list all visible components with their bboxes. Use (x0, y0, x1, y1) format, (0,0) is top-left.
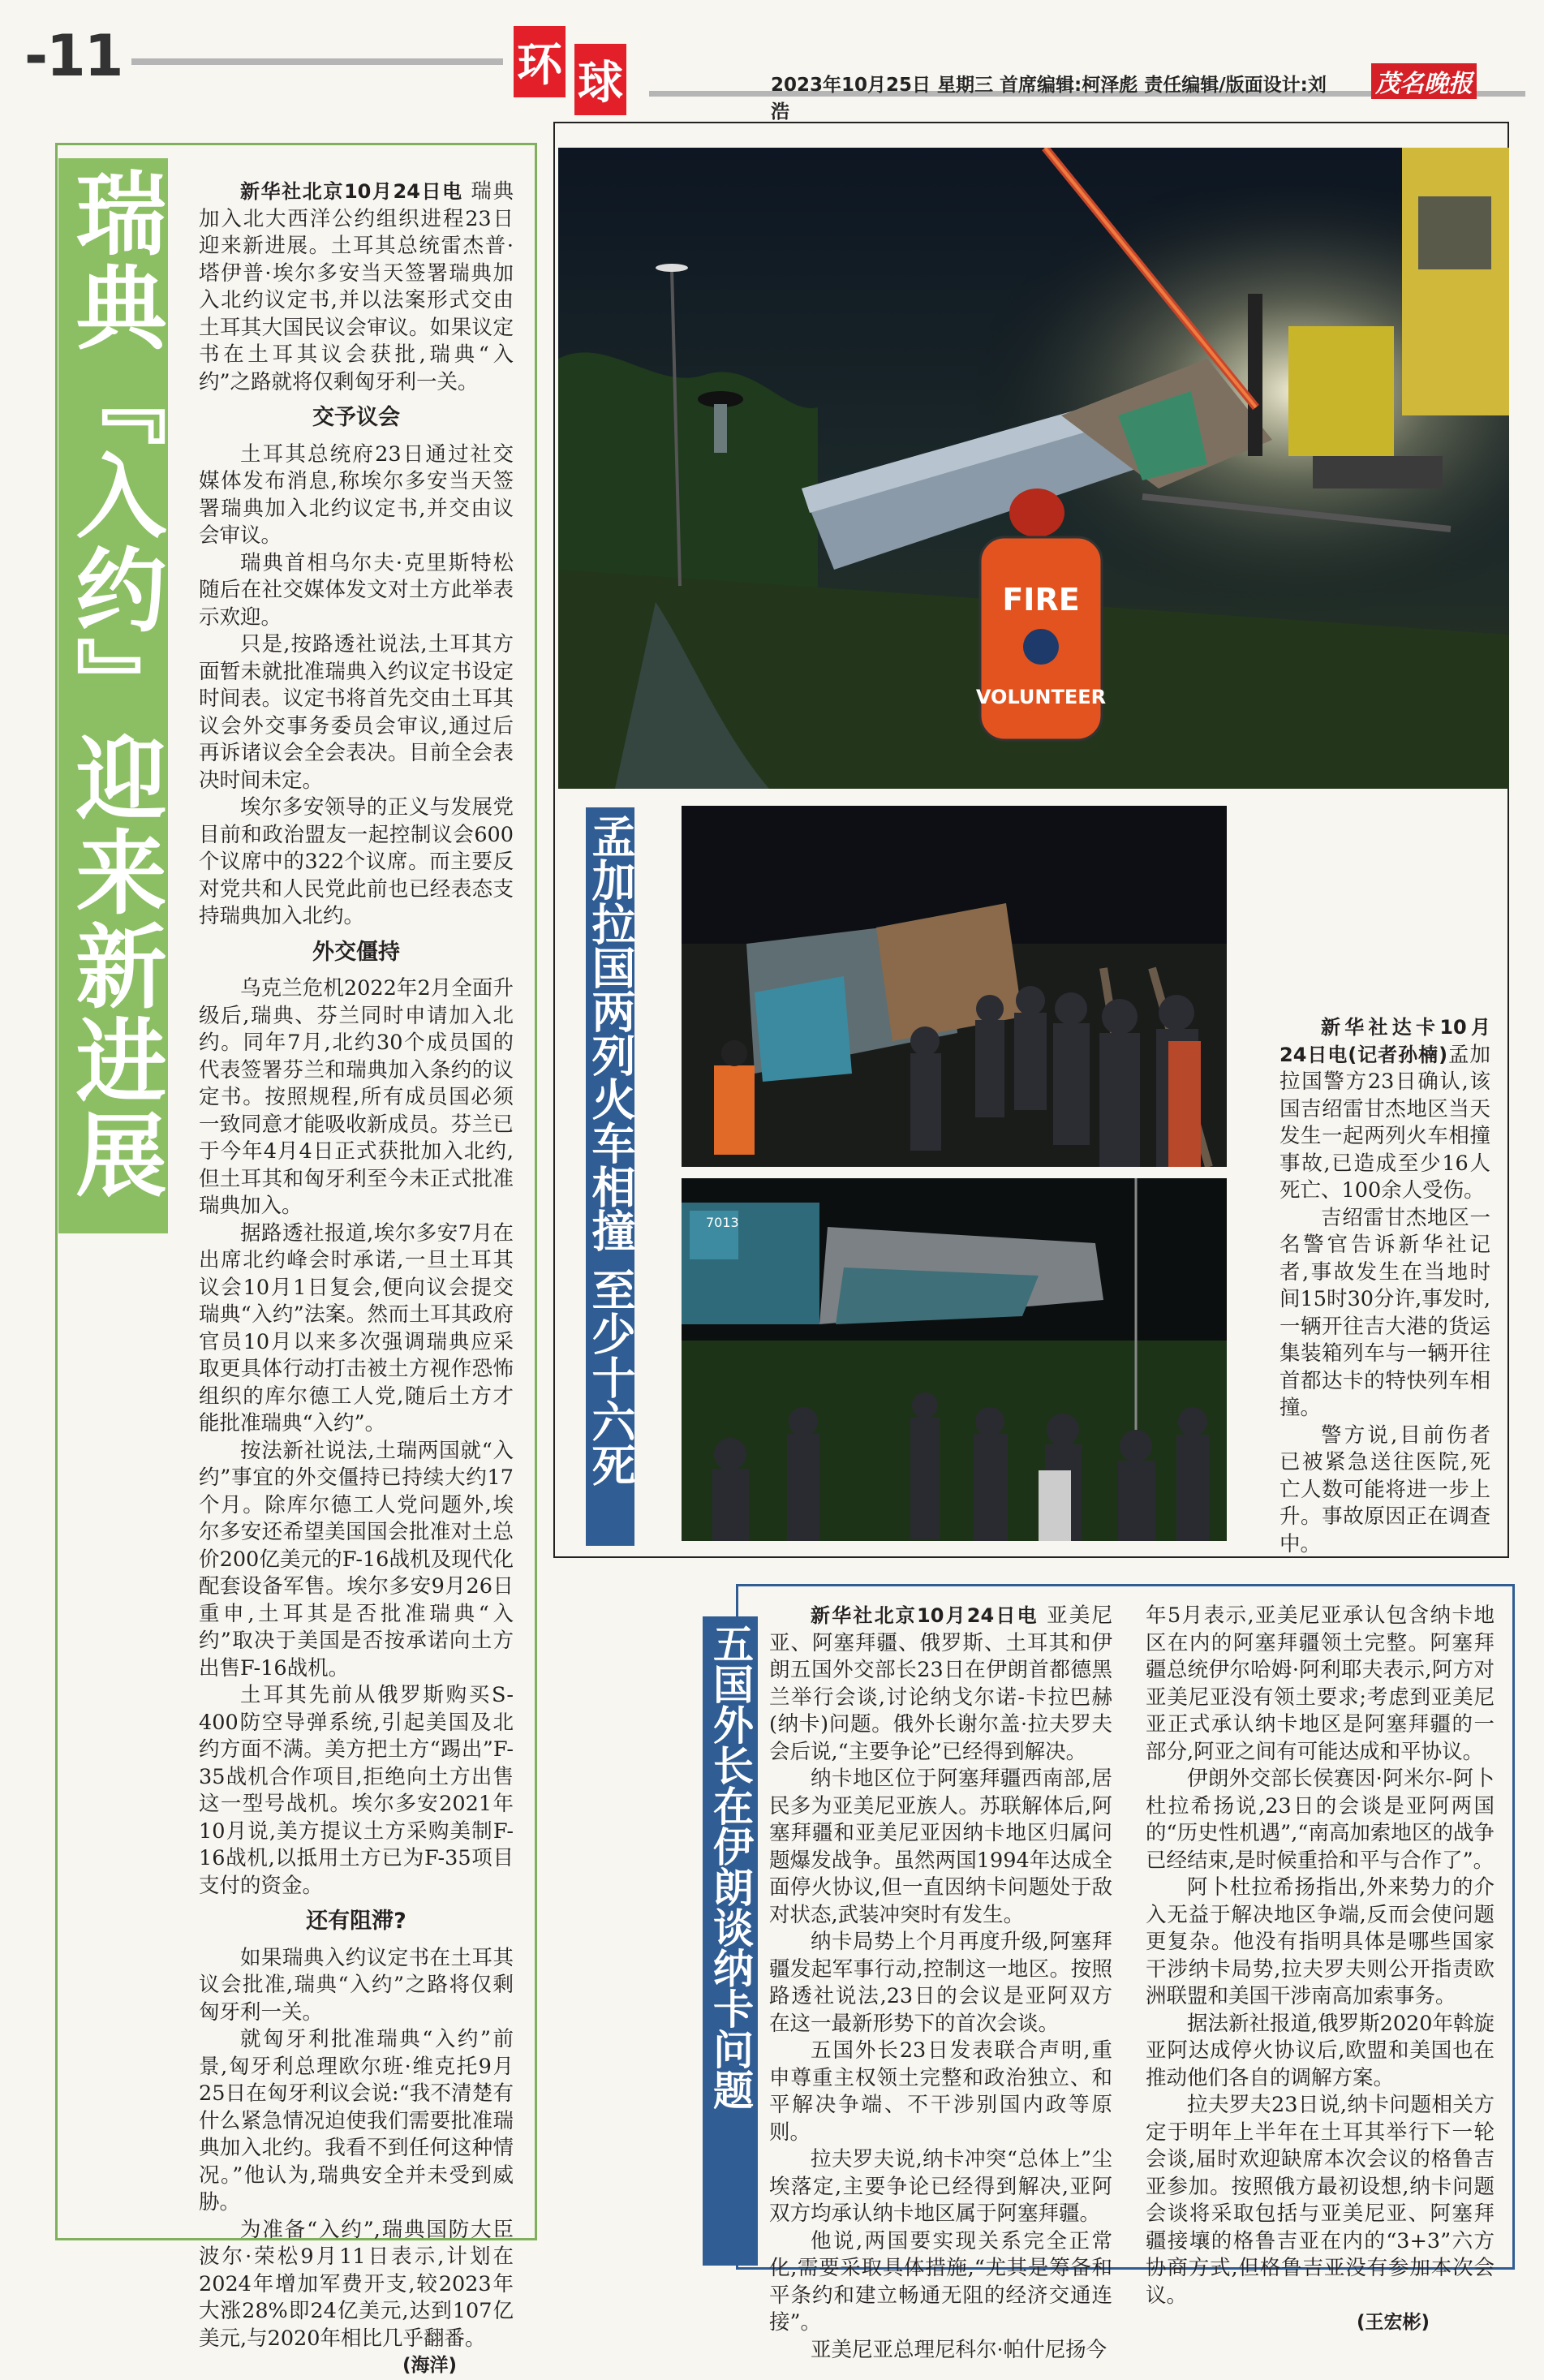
paragraph: 如果瑞典入约议定书在土耳其议会批准,瑞典“入约”之路将仅剩匈牙利一关。 (199, 1945, 514, 2025)
paragraph: 孟加拉国警方23日确认,该国吉绍雷甘杰地区当天发生一起两列火车相撞事故,已造成至少16人死亡、100余人受伤。 (1279, 1042, 1490, 1203)
section-tag-char-2: 球 (574, 44, 626, 115)
paragraph: 乌克兰危机2022年2月全面升级后,瑞典、芬兰同时申请加入北约。同年7月,北约30个成员国的代表签署芬兰和瑞典加入条约的议定书。按照规程,所有成员国必须一致同意才能吸收新成员。芬兰已于今年4月4日正式获批加入北约,但土耳其和匈牙利至今未正式批准瑞典加入。 (199, 976, 514, 1218)
paragraph: 伊朗外交部长侯赛因·阿米尔-阿卜杜拉希扬说,23日的会谈是亚阿两国的“历史性机遇”,“南高加索地区的战争已经结束,是时候重拾和平与合作了”。 (1146, 1767, 1495, 1873)
vest-fire-text: FIRE (1002, 582, 1080, 618)
paragraph: 埃尔多安领导的正义与发展党目前和政治盟友一起控制议会600个议席中的322个议席。而主要反对党共和人民党此前也已经表态支持瑞典加入北约。 (199, 795, 514, 928)
paragraph: 亚美尼亚总理尼科尔·帕什尼扬今 (811, 2337, 1107, 2362)
paragraph: 他说,两国要实现关系完全正常化,需要采取具体措施,“尤其是筹备和平条约和建立畅通无阻的经济交通连接”。 (769, 2228, 1112, 2335)
paragraph: 为准备“入约”,瑞典国防大臣波尔·荣松9月11日表示,计划在2024年增加军费开支,较2023年大涨28%即24亿美元,达到107亿美元,与2020年相比几乎翻番。 (199, 2217, 514, 2351)
main-crash-photo (558, 148, 1509, 789)
train-story-body (1279, 1014, 1490, 1558)
paragraph: 只是,按路透社说法,土耳其方面暂未就批准瑞典入约议定书设定时间表。议定书将首先交由土耳其议会外交事务委员会审议,通过后再诉诸议会全会表决。目前全会表决时间未定。 (199, 632, 514, 793)
crowd-photo-top (682, 806, 1227, 1167)
bottom-story-column-2 (1146, 1603, 1495, 2337)
train-car-number: 7013 (706, 1215, 739, 1230)
vest-volunteer-text: VOLUNTEER (975, 686, 1107, 708)
paragraph: 按法新社说法,土瑞两国就“入约”事宜的外交僵持已持续大约17个月。除库尔德工人党问题外,埃尔多安还希望美国国会批准对土总价200亿美元的F-16战机及现代化配套设备军售。埃尔多安9月26日重申,土耳其是否批准瑞典“入约”取决于美国是否按承诺向土方出售F-16战机。 (199, 1438, 514, 1681)
subhead-2: 外交僵持 (312, 939, 400, 965)
paragraph: 五国外长23日发表联合声明,重申尊重主权领土完整和政治独立、和平解决争端、不干涉别国内政等原则。 (769, 2038, 1112, 2145)
paragraph: 亚美尼亚、阿塞拜疆、俄罗斯、土耳其和伊朗五国外交部长23日在伊朗首都德黑兰举行会谈,讨论纳戈尔诺-卡拉巴赫(纳卡)问题。俄外长谢尔盖·拉夫罗夫会后说,“主要争论”已经得到解决。 (769, 1603, 1112, 1764)
left-story-title: 瑞典『入约』迎来新进展 (58, 158, 168, 1233)
train-story-title: 孟加拉国两列火车相撞 至少十六死 (586, 807, 634, 1546)
paragraph: 据路透社报道,埃尔多安7月在出席北约峰会时承诺,一旦土耳其议会10月1日复会,便向议会提交瑞典“入约”法案。然而土耳其政府官员10月以来多次强调瑞典应采取更具体行动打击被土方视作恐怖组织的库尔德工人党,随后土方才能批准瑞典“入约”。 (199, 1220, 514, 1435)
paragraph: 警方说,目前伤者已被紧急送往医院,死亡人数可能将进一步上升。事故原因正在调查中。 (1279, 1422, 1490, 1556)
train-story-lead: 新华社达卡10月24日电(记者孙楠) (1279, 1016, 1490, 1066)
crowd-photo-bottom (682, 1178, 1227, 1541)
bottom-story-column-1 (769, 1603, 1112, 2364)
bottom-story-author: (王宏彬) (1356, 2312, 1430, 2333)
page-number: -11 (24, 23, 123, 89)
left-story-lead: 新华社北京10月24日电 (240, 180, 463, 203)
section-tag-char-1: 环 (514, 26, 566, 97)
paragraph: 纳卡局势上个月再度升级,阿塞拜疆发起军事行动,控制这一地区。按照路透社说法,23日的会议是亚阿双方在这一最新形势下的首次会谈。 (769, 1930, 1112, 2036)
bottom-story-lead: 新华社北京10月24日电 (811, 1604, 1039, 1627)
paragraph: 年5月表示,亚美尼亚承认包含纳卡地区在内的阿塞拜疆领土完整。阿塞拜疆总统伊尔哈姆·阿利耶夫表示,阿方对亚美尼亚没有领土要求;考虑到亚美尼亚正式承认纳卡地区是阿塞拜疆的一部分,阿亚之间有可能达成和平协议。 (1146, 1603, 1495, 1764)
paragraph: 吉绍雷甘杰地区一名警官告诉新华社记者,事故发生在当地时间15时30分许,事发时,一辆开往吉大港的货运集装箱列车与一辆开往首都达卡的特快列车相撞。 (1279, 1205, 1490, 1420)
subhead-3: 还有阻滞? (306, 1909, 406, 1934)
paragraph: 土耳其先前从俄罗斯购买S-400防空导弹系统,引起美国及北约方面不满。美方把土方“踢出”F-35战机合作项目,拒绝向土方出售这一型号战机。埃尔多安2021年10月说,美方提议土方采购美制F-16战机,以抵用土方已为F-35项目支付的资金。 (199, 1683, 514, 1898)
paragraph: 据法新社报道,俄罗斯2020年斡旋亚阿达成停火协议后,欧盟和美国也在推动他们各自的调解方案。 (1146, 2011, 1495, 2090)
paragraph: 拉夫罗夫23日说,纳卡问题相关方定于明年上半年在土耳其举行下一轮会谈,届时欢迎缺席本次会议的格鲁吉亚参加。按照俄方最初设想,纳卡问题会谈将采取包括与亚美尼亚、阿塞拜疆接壤的格鲁吉亚在内的“3+3”六方协商方式,但格鲁吉亚没有参加本次会议。 (1146, 2093, 1495, 2308)
paragraph: 土耳其总统府23日通过社交媒体发布消息,称埃尔多安当天签署瑞典加入北约议定书,并交由议会审议。 (199, 441, 514, 548)
paragraph: 纳卡地区位于阿塞拜疆西南部,居民多为亚美尼亚族人。苏联解体后,阿塞拜疆和亚美尼亚因纳卡地区归属问题爆发战争。虽然两国1994年达成全面停火协议,但一直因纳卡问题处于敌对状态,武装冲突时有发生。 (769, 1767, 1112, 1927)
subhead-1: 交予议会 (312, 405, 400, 430)
header-rule-left (131, 58, 503, 65)
dateline: 2023年10月25日 星期三 首席编辑:柯泽彪 责任编辑/版面设计:刘浩 (771, 75, 1327, 123)
paragraph: 就匈牙利批准瑞典“入约”前景,匈牙利总理欧尔班·维克托9月25日在匈牙利议会说:“我不清楚有什么紧急情况迫使我们需要批准瑞典加入北约。我看不到任何这种情况。”他认为,瑞典安全并未受到威胁。 (199, 2027, 514, 2214)
newspaper-logo: 茂名晚报 (1371, 63, 1477, 99)
paragraph: 阿卜杜拉希扬指出,外来势力的介入无益于解决地区争端,反而会使问题更复杂。他没有指明具体是哪些国家干涉纳卡局势,拉夫罗夫则公开指责欧洲联盟和美国干涉南高加索事务。 (1146, 1875, 1495, 2008)
bottom-story-title: 五国外长在伊朗谈纳卡问题 (703, 1616, 758, 2266)
left-story-author: (海洋) (402, 2355, 457, 2376)
left-story-body (199, 179, 514, 2380)
paragraph: 瑞典首相乌尔夫·克里斯特松随后在社交媒体发文对土方此举表示欢迎。 (199, 550, 514, 630)
left-story-intro: 瑞典加入北大西洋公约组织进程23日迎来新进展。土耳其总统雷杰普·塔伊普·埃尔多安当天签署瑞典加入北约议定书,并以法案形式交由土耳其大国民议会审议。如果议定书在土耳其议会获批,瑞典“入约”之路就将仅剩匈牙利一关。 (199, 179, 514, 394)
paragraph: 拉夫罗夫说,纳卡冲突“总体上”尘埃落定,主要争论已经得到解决,亚阿双方均承认纳卡地区属于阿塞拜疆。 (769, 2147, 1112, 2226)
